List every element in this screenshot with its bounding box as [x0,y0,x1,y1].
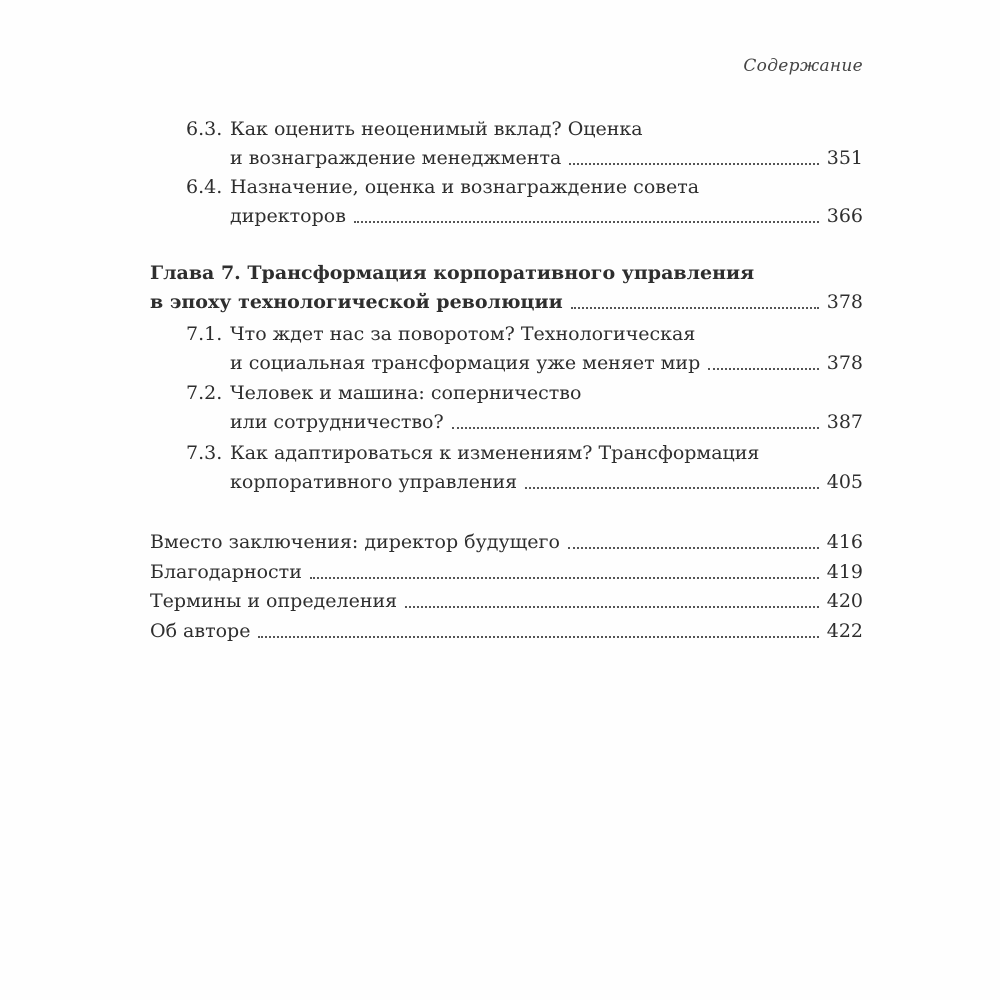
toc-entry-line[interactable] [150,586,863,616]
toc-entry-number: 7.2. [186,382,223,404]
dot-leader [569,163,818,165]
dot-leader [258,636,818,638]
dot-leader [708,368,819,370]
toc-entry-title: и социальная трансформация уже меняет мир [230,352,701,374]
toc-entry-line[interactable] [230,143,863,173]
toc-entry-line [230,319,863,349]
dot-leader [571,307,819,309]
toc-page-number: 378 [826,352,863,374]
dot-leader [405,606,819,608]
toc-page-number: 405 [826,471,863,493]
toc-entry-line [230,172,863,202]
toc-entry-title: корпоративного управления [230,471,518,493]
toc-entry-title: Как оценить неоценимый вклад? Оценка [230,118,643,140]
chapter-title: Глава 7. Трансформация корпоративного управления [150,262,755,284]
toc-entry-line [230,378,863,408]
toc-entry-title: Что ждет нас за поворотом? Технологическая [230,323,696,345]
toc-entry-title: или сотрудничество? [230,411,444,433]
dot-leader [525,487,819,489]
toc-entry-line[interactable] [150,557,863,587]
dot-leader [452,427,819,429]
toc-page-number: 422 [826,620,863,642]
toc-entry-number: 7.1. [186,323,223,345]
toc-entry-line[interactable] [230,467,863,497]
chapter-title: в эпоху технологической революции [150,291,563,313]
toc-page-number: 366 [826,205,863,227]
toc-entry-title: Благодарности [150,561,302,583]
toc-entry-line [230,114,863,144]
toc-entry-number: 6.4. [186,176,223,198]
toc-entry-title: Термины и определения [150,590,398,612]
toc-entry-title: Назначение, оценка и вознаграждение совета [230,176,700,198]
toc-entry-title: Как адаптироваться к изменениям? Трансформация [230,442,760,464]
toc-entry-title: Об авторе [150,620,251,642]
toc-page-number: 419 [826,561,863,583]
dot-leader [354,221,819,223]
toc-page-number: 416 [826,531,863,553]
toc-entry-line[interactable] [230,407,863,437]
toc-page-number: 378 [826,291,863,313]
toc-entry-title: директоров [230,205,346,227]
dot-leader [310,577,819,579]
toc-entry-title: и вознаграждение менеджмента [230,147,562,169]
toc-entry-line[interactable] [230,201,863,231]
chapter-heading[interactable] [150,287,863,317]
toc-entry-title: Человек и машина: соперничество [230,382,582,404]
chapter-heading [150,258,863,288]
toc-page-number: 420 [826,590,863,612]
toc-entry-line[interactable] [150,527,863,557]
running-header: Содержание [743,56,863,76]
toc-page-number: 387 [826,411,863,433]
toc-entry-line [230,438,863,468]
toc-entry-line[interactable] [230,348,863,378]
toc-page-number: 351 [826,147,863,169]
toc-entry-number: 6.3. [186,118,223,140]
toc-entry-line[interactable] [150,616,863,646]
toc-entry-number: 7.3. [186,442,223,464]
toc-entry-title: Вместо заключения: директор будущего [150,531,560,553]
dot-leader [568,547,819,549]
